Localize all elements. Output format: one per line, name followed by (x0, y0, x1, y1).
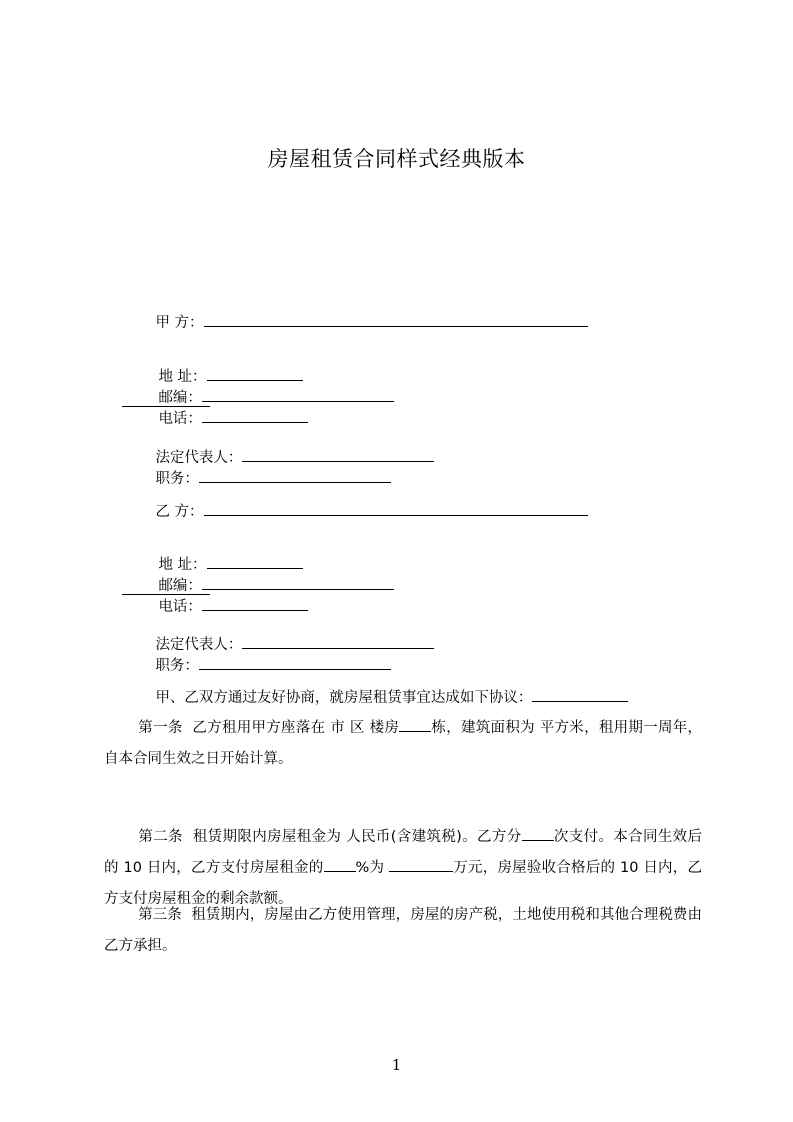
party-b-rep-label: 法定代表人： (155, 637, 243, 653)
article-2-percent-blank[interactable] (324, 857, 356, 872)
party-b-line (137, 481, 588, 542)
party-a-phone-label: 电话： (158, 411, 202, 427)
party-a-address-label: 地 址： (158, 369, 207, 385)
party-a-postcode-label: 邮编： (158, 390, 202, 406)
party-a-phone-blank[interactable] (202, 408, 308, 423)
party-a-position-label: 职务： (155, 471, 199, 487)
article-3-text: 租赁期内，房屋由乙方使用管理，房屋的房产税，土地使用税和其他合理税费由乙方承担。 (104, 907, 703, 954)
article-2-installments-blank[interactable] (522, 826, 554, 841)
page-number: 1 (391, 1056, 402, 1074)
party-a-address-blank[interactable] (207, 366, 303, 381)
party-b-phone-label: 电话： (158, 599, 202, 615)
article-3 (104, 900, 702, 962)
article-2-text-b: 次支付。本合同生效后的 10 日内，乙方支付房屋租金的 (104, 829, 703, 876)
party-b-phone-continuation (104, 560, 210, 621)
article-2-lead: 第二条 (138, 829, 183, 845)
party-b-postcode-blank[interactable] (202, 575, 394, 590)
party-a-postcode-blank[interactable] (202, 387, 394, 402)
article-1-lead: 第一条 (138, 720, 183, 736)
article-2-text-c: %为 (355, 860, 390, 876)
article-1-building-blank[interactable] (399, 717, 431, 732)
party-b-address-label: 地 址： (158, 557, 207, 573)
article-2-text-a: 租赁期限内房屋租金为 人民币(含建筑税)。乙方分 (192, 829, 522, 845)
party-b-phone-blank[interactable] (202, 596, 308, 611)
party-b-phone-blank-cont[interactable] (122, 580, 210, 595)
article-1-text-a: 乙方租用甲方座落在 市 区 楼房 (192, 720, 400, 736)
article-2-text-d: 万元，房屋验收合格后的 10 日内，乙方支付房屋租金的剩余款额。 (104, 860, 703, 907)
party-b-address-blank[interactable] (207, 554, 303, 569)
article-2-amount-blank[interactable] (389, 857, 453, 872)
intro-blank[interactable] (532, 687, 628, 702)
document-title: 房屋租赁合同样式经典版本 (267, 147, 526, 171)
party-a-phone-continuation (104, 372, 210, 433)
article-1-text-b: 栋，建筑面积为 平方米，租用期一周年，自本合同生效之日开始计算。 (104, 720, 703, 767)
party-a-rep-blank[interactable] (242, 447, 434, 462)
party-a-rep-label: 法定代表人： (155, 450, 243, 466)
party-a-line (137, 292, 588, 353)
article-3-lead: 第三条 (138, 907, 182, 923)
party-b-rep-blank[interactable] (242, 634, 434, 649)
party-a-label: 甲 方： (155, 315, 204, 331)
party-b-label: 乙 方： (155, 504, 204, 520)
intro-text: 甲、乙双方通过友好协商，就房屋租赁事宜达成如下协议： (155, 690, 533, 706)
party-b-postcode-label: 邮编： (158, 578, 202, 594)
party-a-phone-blank-cont[interactable] (122, 392, 210, 407)
party-b-position-label: 职务： (155, 658, 199, 674)
article-1 (104, 713, 702, 775)
party-b-blank[interactable] (204, 501, 588, 516)
party-a-blank[interactable] (204, 312, 588, 327)
